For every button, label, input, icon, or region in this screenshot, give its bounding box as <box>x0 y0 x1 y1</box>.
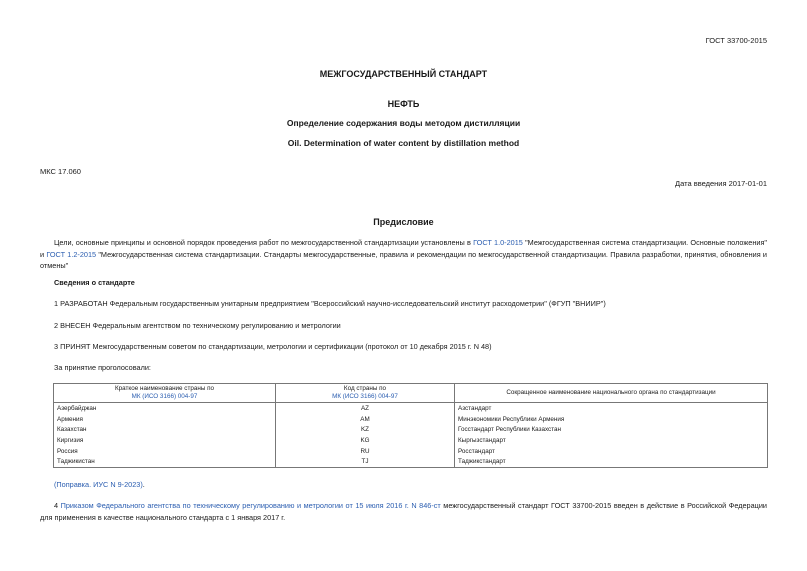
order-846-link[interactable]: Приказом Федерального агентства по техническому регулированию и метрологии от 15 июля 2016 г. N 846-ст <box>60 501 441 510</box>
intro-text-mid: "Межгосударственная система стандартизации. Основные положения" и <box>40 238 767 259</box>
subject-title: НЕФТЬ <box>387 99 420 109</box>
item-4-number: 4 <box>54 501 61 510</box>
country-code: RU <box>276 446 455 457</box>
voted-label: За принятие проголосовали: <box>54 363 151 372</box>
header-national-body: Сокращенное наименование национального органа по стандартизации <box>455 384 768 403</box>
introduction-date: Дата введения 2017-01-01 <box>675 179 767 188</box>
preface-heading: Предисловие <box>373 217 434 227</box>
mk-iso-link-2[interactable]: МК (ИСО 3166) 004-97 <box>332 393 398 400</box>
table-row <box>54 446 768 457</box>
standard-info-heading: Сведения о стандарте <box>54 278 135 287</box>
item-3-adopted: 3 ПРИНЯТ Межгосударственным советом по стандартизации, метрологии и сертификации (протокол от 10 декабря 2015 г. N 48) <box>54 342 492 351</box>
header-country-code <box>276 384 455 403</box>
national-body: Росстандарт <box>455 446 768 457</box>
intro-text-end: "Межгосударственная система стандартизации. Стандарты межгосударственные, правила и рекомендации по межгосударственной стандартизации. Правила разработки, принятия, обновления и отмены" <box>40 249 767 270</box>
national-body: Таджикстандарт <box>455 456 768 467</box>
national-body: Азстандарт <box>455 403 768 414</box>
country-code: AZ <box>276 403 455 414</box>
gost-1-2-link[interactable]: ГОСТ 1.2-2015 <box>46 249 97 259</box>
item-1-developed: 1 РАЗРАБОТАН Федеральным государственным унитарным предприятием "Всероссийский научно-исследовательский институт расходометрии" (ФГУП "ВНИИР") <box>54 299 606 308</box>
amendment-link[interactable]: (Поправка. ИУС N 9-2023) <box>54 480 143 489</box>
country-name: Армения <box>54 414 276 425</box>
mks-code: МКС 17.060 <box>40 167 81 176</box>
table-row <box>54 435 768 446</box>
country-code: AM <box>276 414 455 425</box>
amendment-note <box>54 480 145 489</box>
header-country-name-line1: Краткое наименование страны по <box>114 385 215 392</box>
amendment-end: . <box>142 480 145 489</box>
country-name: Азербайджан <box>54 403 276 414</box>
document-code: ГОСТ 33700-2015 <box>705 36 767 45</box>
item-4-paragraph <box>40 500 767 523</box>
russian-title: Определение содержания воды методом дистилляции <box>286 118 521 128</box>
table-row <box>54 403 768 414</box>
national-body: Кыргызстандарт <box>455 435 768 446</box>
item-4-text: межгосударственный стандарт ГОСТ 33700-2015 введен в действие в Российской Федерации для применения в качестве национального стандарта с 1 января 2017 г. <box>40 501 768 522</box>
header-country-code-line1: Код страны по <box>343 385 387 392</box>
country-name: Таджикистан <box>54 456 276 467</box>
national-body: Госстандарт Республики Казахстан <box>455 424 768 435</box>
header-country-name <box>54 384 276 403</box>
table-row <box>54 424 768 435</box>
country-code: TJ <box>276 456 455 467</box>
country-name: Киргизия <box>54 435 276 446</box>
table-header-row <box>54 384 768 403</box>
gost-1-0-link[interactable]: ГОСТ 1.0-2015 <box>473 238 523 247</box>
table-row <box>54 456 768 467</box>
countries-table <box>53 383 768 468</box>
country-code: KG <box>276 435 455 446</box>
item-2-submitted: 2 ВНЕСЕН Федеральным агентством по техническому регулированию и метрологии <box>54 321 341 330</box>
standard-type-title: МЕЖГОСУДАРСТВЕННЫЙ СТАНДАРТ <box>319 69 488 79</box>
country-code: KZ <box>276 424 455 435</box>
table-row <box>54 414 768 425</box>
preface-intro-paragraph <box>40 237 767 272</box>
intro-text-start: Цели, основные принципы и основной порядок проведения работ по межгосударственной стандартизации установлены в <box>54 238 474 247</box>
national-body: Минэкономики Республики Армения <box>455 414 768 425</box>
mk-iso-link-1[interactable]: МК (ИСО 3166) 004-97 <box>131 393 198 400</box>
english-title: Oil. Determination of water content by distillation method <box>287 138 520 148</box>
country-name: Казахстан <box>54 424 276 435</box>
country-name: Россия <box>54 446 276 457</box>
